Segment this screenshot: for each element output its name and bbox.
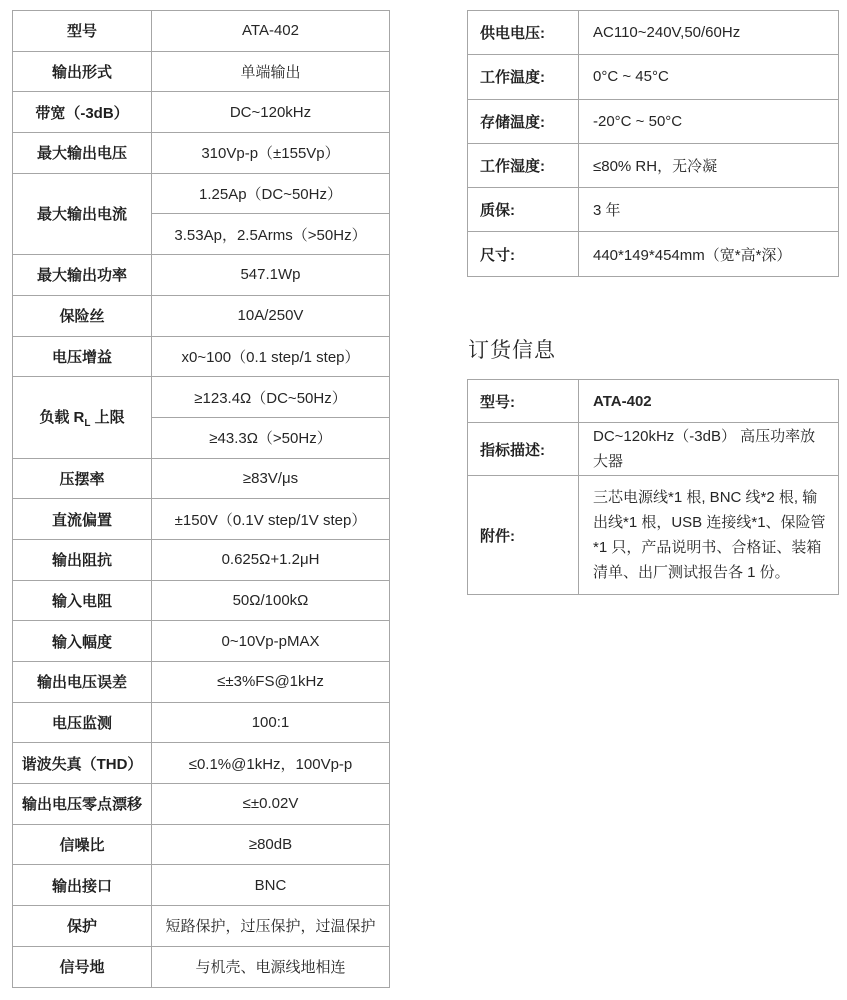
spec-row	[13, 580, 390, 621]
spec-label: 电压监测	[13, 702, 152, 743]
spec-label: 压摆率	[13, 458, 152, 499]
spec-row	[13, 458, 390, 499]
env-label: 尺寸:	[468, 232, 579, 276]
order-row	[468, 380, 839, 423]
spec-value: 1.25Ap（DC~50Hz）	[152, 173, 390, 214]
spec-row	[13, 51, 390, 92]
spec-value: BNC	[152, 865, 390, 906]
spec-value: 0.625Ω+1.2μH	[152, 539, 390, 580]
env-row	[468, 188, 839, 232]
spec-row	[13, 824, 390, 865]
spec-row	[13, 906, 390, 947]
spec-value: 与机壳、电源线地相连	[152, 946, 390, 987]
env-row	[468, 55, 839, 99]
spec-label: 输入电阻	[13, 580, 152, 621]
spec-value: 10A/250V	[152, 295, 390, 336]
spec-row	[13, 133, 390, 174]
order-info-title: 订货信息	[468, 339, 556, 362]
order-model-value: ATA-402	[579, 380, 839, 423]
spec-label: 保险丝	[13, 295, 152, 336]
order-description-value: DC~120kHz（-3dB） 高压功率放大器	[579, 423, 839, 476]
spec-row	[13, 865, 390, 906]
spec-label: 信噪比	[13, 824, 152, 865]
spec-row	[13, 539, 390, 580]
env-value: 3 年	[579, 188, 839, 232]
spec-label: 最大输出功率	[13, 255, 152, 296]
spec-value: ≥83V/μs	[152, 458, 390, 499]
env-row	[468, 99, 839, 143]
spec-row	[13, 702, 390, 743]
order-info-table	[467, 379, 839, 595]
spec-label: 带宽（-3dB）	[13, 92, 152, 133]
env-row	[468, 232, 839, 276]
spec-value: ATA-402	[152, 11, 390, 52]
environment-table	[467, 10, 839, 277]
spec-row	[13, 173, 390, 214]
order-accessories-value: 三芯电源线*1 根, BNC 线*2 根, 输出线*1 根，USB 连接线*1、保险管*1 只，产品说明书、合格证、装箱清单、出厂测试报告各 1 份。	[579, 476, 839, 595]
env-value: 440*149*454mm（宽*高*深）	[579, 232, 839, 276]
spec-label: 输出形式	[13, 51, 152, 92]
order-row	[468, 423, 839, 476]
env-row	[468, 11, 839, 55]
spec-label: 保护	[13, 906, 152, 947]
spec-value: ≥43.3Ω（>50Hz）	[152, 417, 390, 458]
env-label: 质保:	[468, 188, 579, 232]
spec-label: 型号	[13, 11, 152, 52]
order-label: 型号:	[468, 380, 579, 423]
spec-value: 短路保护，过压保护，过温保护	[152, 906, 390, 947]
spec-value: 50Ω/100kΩ	[152, 580, 390, 621]
spec-value: 547.1Wp	[152, 255, 390, 296]
env-label: 存储温度:	[468, 99, 579, 143]
spec-value: ≥123.4Ω（DC~50Hz）	[152, 377, 390, 418]
spec-value: ≤±0.02V	[152, 784, 390, 825]
spec-value: 0~10Vp-pMAX	[152, 621, 390, 662]
spec-row	[13, 743, 390, 784]
spec-row	[13, 784, 390, 825]
spec-label: 谐波失真（THD）	[13, 743, 152, 784]
spec-value: x0~100（0.1 step/1 step）	[152, 336, 390, 377]
spec-label: 输出接口	[13, 865, 152, 906]
env-row	[468, 143, 839, 187]
env-value: -20°C ~ 50°C	[579, 99, 839, 143]
spec-label: 直流偏置	[13, 499, 152, 540]
spec-label: 电压增益	[13, 336, 152, 377]
spec-row	[13, 92, 390, 133]
spec-value: 3.53Ap，2.5Arms（>50Hz）	[152, 214, 390, 255]
spec-row	[13, 946, 390, 987]
spec-row	[13, 295, 390, 336]
spec-row	[13, 499, 390, 540]
spec-value: ≤±3%FS@1kHz	[152, 662, 390, 703]
spec-value: ≤0.1%@1kHz，100Vp-p	[152, 743, 390, 784]
env-label: 工作温度:	[468, 55, 579, 99]
env-value: AC110~240V,50/60Hz	[579, 11, 839, 55]
order-label: 指标描述:	[468, 423, 579, 476]
spec-label: 信号地	[13, 946, 152, 987]
spec-label: 输出电压零点漂移	[13, 784, 152, 825]
spec-label: 输出电压误差	[13, 662, 152, 703]
spec-value: 100:1	[152, 702, 390, 743]
spec-row	[13, 662, 390, 703]
spec-row	[13, 11, 390, 52]
spec-label: 输出阻抗	[13, 539, 152, 580]
spec-label: 最大输出电流	[13, 173, 152, 254]
env-value: ≤80% RH，无冷凝	[579, 143, 839, 187]
spec-row	[13, 336, 390, 377]
env-value: 0°C ~ 45°C	[579, 55, 839, 99]
spec-row	[13, 621, 390, 662]
env-label: 工作湿度:	[468, 143, 579, 187]
spec-label: 负载 $R_L$ 上限	[13, 377, 152, 458]
spec-label: 输入幅度	[13, 621, 152, 662]
spec-row	[13, 255, 390, 296]
spec-label: 最大输出电压	[13, 133, 152, 174]
order-label: 附件:	[468, 476, 579, 595]
spec-value: 单端输出	[152, 51, 390, 92]
order-row	[468, 476, 839, 595]
env-label: 供电电压:	[468, 11, 579, 55]
spec-value: ≥80dB	[152, 824, 390, 865]
spec-table	[12, 10, 390, 988]
spec-value: 310Vp-p（±155Vp）	[152, 133, 390, 174]
spec-value: DC~120kHz	[152, 92, 390, 133]
spec-value: ±150V（0.1V step/1V step）	[152, 499, 390, 540]
spec-row	[13, 377, 390, 418]
